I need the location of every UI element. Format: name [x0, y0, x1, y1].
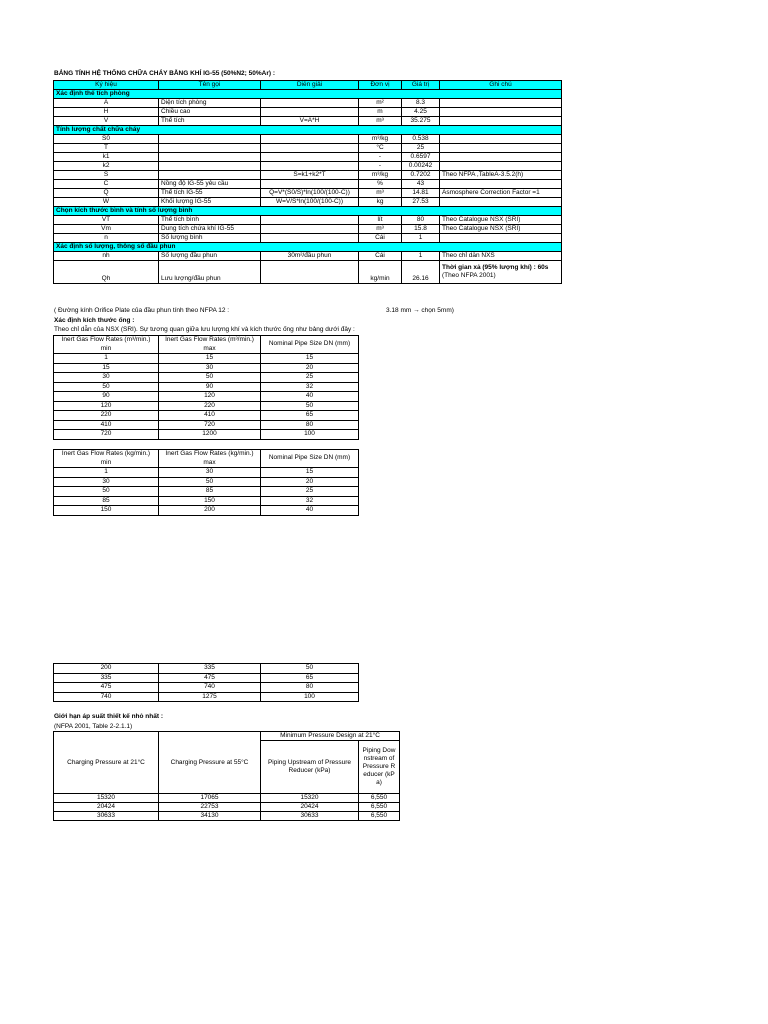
section-title: Chọn kích thước bình và tính số lượng bình	[54, 207, 562, 216]
table-row	[54, 477, 359, 487]
table-cell: 90	[159, 382, 261, 392]
table-row	[54, 171, 562, 180]
pipe-text: Theo chỉ dẫn của NSX (SRI). Sự tương quan giữa lưu lượng khí và kích thước ống như bảng dưới đây :	[54, 326, 355, 333]
orifice-note: ( Đường kính Orifice Plate của đầu phun tính theo NFPA 12 :	[54, 307, 230, 314]
table-cell: m³	[359, 225, 402, 234]
table-cell: 26.16	[402, 261, 440, 284]
table-cell: W	[54, 198, 159, 207]
table-cell: 40	[261, 506, 359, 516]
table-cell: Chiều cao	[159, 108, 261, 117]
table-cell: 40	[261, 392, 359, 402]
table-cell: W=V/S*ln(100/(100-C))	[261, 198, 359, 207]
table-row	[54, 812, 400, 821]
table-cell: Nồng độ IG-55 yêu cầu	[159, 180, 261, 189]
table-row	[54, 99, 562, 108]
table-cell: k1	[54, 153, 159, 162]
table-cell: 80	[402, 216, 440, 225]
flow-m3-table	[53, 335, 359, 440]
table-row	[54, 234, 562, 243]
table-cell: Vm	[54, 225, 159, 234]
table-cell	[159, 135, 261, 144]
table-cell: 20424	[54, 803, 159, 812]
table-cell	[261, 144, 359, 153]
table-cell-note	[440, 261, 562, 284]
table-cell: 25	[261, 487, 359, 497]
table-cell: 720	[54, 430, 159, 440]
table-cell	[261, 234, 359, 243]
table-row-last	[54, 261, 562, 284]
page-title: BẢNG TÍNH HỆ THỐNG CHỮA CHÁY BẰNG KHÍ IG-55 (50%N2; 50%Ar) :	[54, 70, 275, 77]
table-cell	[159, 153, 261, 162]
main-header-cell: Ký hiệu	[54, 81, 159, 90]
table-cell: n	[54, 234, 159, 243]
table-cell: 410	[159, 411, 261, 421]
table-cell: 100	[261, 692, 359, 702]
table-cell: 1	[402, 234, 440, 243]
flow-m3-header-dn: Nominal Pipe Size DN (mm)	[261, 336, 359, 354]
table-cell: 30	[159, 363, 261, 373]
table-cell: 1	[402, 252, 440, 261]
table-cell: 200	[54, 664, 159, 674]
table-cell	[261, 216, 359, 225]
table-cell: 0.7202	[402, 171, 440, 180]
flow-m3-header-max: Inert Gas Flow Rates (m³/min.) max	[159, 336, 261, 354]
flow-kg-header-dn: Nominal Pipe Size DN (mm)	[261, 450, 359, 468]
table-cell	[440, 153, 562, 162]
table-cell: Diện tích phòng	[159, 99, 261, 108]
table-cell: 200	[159, 506, 261, 516]
table-cell	[261, 180, 359, 189]
note-line: (Theo NFPA 2001)	[442, 272, 496, 279]
table-cell: 14.81	[402, 189, 440, 198]
table-cell: 34130	[159, 812, 261, 821]
table-cell: nh	[54, 252, 159, 261]
table-cell: 6,550	[359, 812, 400, 821]
table-cell: T	[54, 144, 159, 153]
table-cell: Theo Catalogue NSX (SRI)	[440, 225, 562, 234]
table-row	[54, 216, 562, 225]
table-cell: 30	[54, 477, 159, 487]
table-cell: S=k1+k2*T	[261, 171, 359, 180]
flow-kg-header-max: Inert Gas Flow Rates (kg/min.) max	[159, 450, 261, 468]
flow-m3-header-min: Inert Gas Flow Rates (m³/min.) min	[54, 336, 159, 354]
table-row	[54, 673, 359, 683]
section-title: Xác định thể tích phòng	[54, 90, 562, 99]
table-cell: 15320	[261, 794, 359, 803]
table-cell: 150	[159, 496, 261, 506]
table-cell: 50	[159, 477, 261, 487]
table-cell: 15320	[54, 794, 159, 803]
table-cell: Theo NFPA ,TableA-3.5.2(h)	[440, 171, 562, 180]
table-row	[54, 252, 562, 261]
table-row	[54, 794, 400, 803]
table-cell	[261, 153, 359, 162]
note-line: Thời gian xả (95% lượng khí) : 60s	[442, 264, 549, 271]
section-row	[54, 207, 562, 216]
table-cell: 0.538	[402, 135, 440, 144]
table-row	[54, 363, 359, 373]
table-cell: °C	[359, 144, 402, 153]
table-cell: Q	[54, 189, 159, 198]
table-cell: m³	[359, 189, 402, 198]
orifice-value: 3.18 mm → chọn 5mm)	[386, 307, 454, 314]
table-cell: Cái	[359, 234, 402, 243]
table-cell: Thể tích IG-55	[159, 189, 261, 198]
table-cell: 8.3	[402, 99, 440, 108]
pressure-header-upstream: Piping Upstream of Pressure Reducer (kPa)	[261, 741, 359, 794]
table-cell: 30	[159, 468, 261, 478]
table-cell: m	[359, 108, 402, 117]
table-cell: 90	[54, 392, 159, 402]
section-title: Tính lượng chất chữa cháy	[54, 126, 562, 135]
table-cell: 80	[261, 683, 359, 693]
table-cell: 220	[159, 401, 261, 411]
table-cell: 15	[261, 468, 359, 478]
table-cell: Dung tích chứa khí IG-55	[159, 225, 261, 234]
flow-kg-table	[53, 449, 359, 516]
table-cell	[261, 225, 359, 234]
table-cell: 30633	[261, 812, 359, 821]
table-cell	[440, 162, 562, 171]
table-row	[54, 487, 359, 497]
table-row	[54, 683, 359, 693]
table-cell: 410	[54, 420, 159, 430]
table-row	[54, 420, 359, 430]
table-cell	[440, 99, 562, 108]
table-cell: 1200	[159, 430, 261, 440]
table-cell: 1275	[159, 692, 261, 702]
table-cell: 20424	[261, 803, 359, 812]
table-cell: 32	[261, 382, 359, 392]
main-header-cell: Ghi chú	[440, 81, 562, 90]
table-cell	[261, 162, 359, 171]
table-cell: -	[359, 153, 402, 162]
table-cell: 335	[159, 664, 261, 674]
table-row	[54, 382, 359, 392]
section-row	[54, 126, 562, 135]
table-cell: S	[54, 171, 159, 180]
table-row	[54, 225, 562, 234]
table-cell: 720	[159, 420, 261, 430]
table-cell: 20	[261, 477, 359, 487]
table-row	[54, 162, 562, 171]
table-cell: 85	[159, 487, 261, 497]
pipe-heading: Xác định kích thước ống :	[54, 317, 135, 324]
table-cell: 22753	[159, 803, 261, 812]
table-cell: 475	[159, 673, 261, 683]
table-cell	[261, 99, 359, 108]
table-cell: lít	[359, 216, 402, 225]
table-row	[54, 373, 359, 383]
table-cell: kg/min	[359, 261, 402, 284]
table-cell: C	[54, 180, 159, 189]
table-cell: 30633	[54, 812, 159, 821]
table-row	[54, 153, 562, 162]
table-cell: 17065	[159, 794, 261, 803]
table-cell: 1	[54, 468, 159, 478]
table-cell: m³/kg	[359, 135, 402, 144]
table-cell	[440, 234, 562, 243]
table-cell: Lưu lượng/đầu phun	[159, 261, 261, 284]
table-cell: 65	[261, 411, 359, 421]
table-cell	[261, 261, 359, 284]
table-cell: 50	[54, 487, 159, 497]
table-cell: 27.53	[402, 198, 440, 207]
main-header-cell: Tên gọi	[159, 81, 261, 90]
table-cell: 740	[159, 683, 261, 693]
table-cell: 15	[159, 354, 261, 364]
pressure-header-charging-21: Charging Pressure at 21°C	[54, 732, 159, 794]
table-cell: 6,550	[359, 803, 400, 812]
table-cell	[159, 162, 261, 171]
table-cell	[440, 198, 562, 207]
table-cell: 50	[54, 382, 159, 392]
table-cell: S0	[54, 135, 159, 144]
table-cell	[261, 135, 359, 144]
flow-kg-header-min: Inert Gas Flow Rates (kg/min.) min	[54, 450, 159, 468]
table-cell: Khối lượng IG-55	[159, 198, 261, 207]
table-row	[54, 401, 359, 411]
table-cell: 43	[402, 180, 440, 189]
pressure-header-group: Minimum Pressure Design at 21°C	[261, 732, 400, 741]
table-row	[54, 117, 562, 126]
table-cell: 50	[261, 664, 359, 674]
table-cell: Thể tích	[159, 117, 261, 126]
table-cell: 120	[54, 401, 159, 411]
table-row	[54, 803, 400, 812]
table-cell: 15	[261, 354, 359, 364]
main-calc-table	[53, 80, 562, 284]
table-cell: 0.00242	[402, 162, 440, 171]
main-header-cell: Giá trị	[402, 81, 440, 90]
table-cell: 30m²/đầu phun	[261, 252, 359, 261]
table-cell: Qh	[54, 261, 159, 284]
table-cell: 80	[261, 420, 359, 430]
section-row	[54, 243, 562, 252]
table-cell: Asmosphere Correction Factor =1	[440, 189, 562, 198]
table-cell: 6,550	[359, 794, 400, 803]
section-title: Xác định số lượng, thông số đầu phun	[54, 243, 562, 252]
table-row	[54, 664, 359, 674]
table-cell: 50	[159, 373, 261, 383]
table-cell	[440, 108, 562, 117]
table-cell: m²	[359, 99, 402, 108]
table-cell: kg	[359, 198, 402, 207]
table-cell: 4.25	[402, 108, 440, 117]
table-cell: 475	[54, 683, 159, 693]
table-cell: 15.8	[402, 225, 440, 234]
table-cell: 0.6597	[402, 153, 440, 162]
pressure-header-charging-55: Charging Pressure at 55°C	[159, 732, 261, 794]
table-cell: 1	[54, 354, 159, 364]
table-row	[54, 108, 562, 117]
table-cell	[261, 108, 359, 117]
table-cell: m³	[359, 117, 402, 126]
table-cell: 20	[261, 363, 359, 373]
table-row	[54, 144, 562, 153]
table-cell: Theo chỉ dẫn NXS	[440, 252, 562, 261]
table-row	[54, 354, 359, 364]
section-row	[54, 90, 562, 99]
table-cell: 65	[261, 673, 359, 683]
table-cell	[440, 135, 562, 144]
table-cell: Theo Catalogue NSX (SRI)	[440, 216, 562, 225]
table-cell: Cái	[359, 252, 402, 261]
pressure-heading: Giới hạn áp suất thiết kế nhỏ nhất :	[54, 713, 163, 720]
table-row	[54, 430, 359, 440]
table-cell: m³/kg	[359, 171, 402, 180]
table-cell	[440, 144, 562, 153]
table-cell: 25	[261, 373, 359, 383]
table-row	[54, 496, 359, 506]
table-cell: k2	[54, 162, 159, 171]
table-row	[54, 392, 359, 402]
table-cell: H	[54, 108, 159, 117]
table-cell	[440, 180, 562, 189]
table-row	[54, 468, 359, 478]
table-cell	[159, 144, 261, 153]
table-cell: 120	[159, 392, 261, 402]
table-cell: 335	[54, 673, 159, 683]
table-row	[54, 198, 562, 207]
table-cell: 15	[54, 363, 159, 373]
flow-kg-table-continued	[53, 663, 359, 702]
table-cell: 25	[402, 144, 440, 153]
main-header-cell: Đơn vị	[359, 81, 402, 90]
table-row	[54, 189, 562, 198]
table-cell: 32	[261, 496, 359, 506]
table-cell: 150	[54, 506, 159, 516]
table-cell: 85	[54, 496, 159, 506]
table-cell: %	[359, 180, 402, 189]
table-cell: Số lượng đầu phun	[159, 252, 261, 261]
table-cell	[440, 117, 562, 126]
table-cell	[159, 171, 261, 180]
table-row	[54, 180, 562, 189]
table-row	[54, 411, 359, 421]
pressure-header-downstream: Piping Downstream of Pressure Reducer (kPa)	[359, 741, 400, 794]
table-cell: 220	[54, 411, 159, 421]
main-header-cell: Diễn giải	[261, 81, 359, 90]
table-cell: A	[54, 99, 159, 108]
table-cell: Số lượng bình	[159, 234, 261, 243]
table-cell: 100	[261, 430, 359, 440]
pressure-ref: (NFPA 2001, Table 2-2.1.1)	[54, 723, 133, 730]
table-cell: -	[359, 162, 402, 171]
table-row	[54, 692, 359, 702]
table-cell: 30	[54, 373, 159, 383]
table-cell: 50	[261, 401, 359, 411]
table-row	[54, 135, 562, 144]
main-header-row	[54, 81, 562, 90]
table-cell: V=A*H	[261, 117, 359, 126]
table-cell: V	[54, 117, 159, 126]
table-cell: 740	[54, 692, 159, 702]
table-cell: Q=V*(S0/S)*ln(100/(100-C))	[261, 189, 359, 198]
table-cell: Thể tích bình	[159, 216, 261, 225]
pressure-table	[53, 731, 400, 821]
table-cell: 35.275	[402, 117, 440, 126]
table-row	[54, 506, 359, 516]
table-cell: VT	[54, 216, 159, 225]
